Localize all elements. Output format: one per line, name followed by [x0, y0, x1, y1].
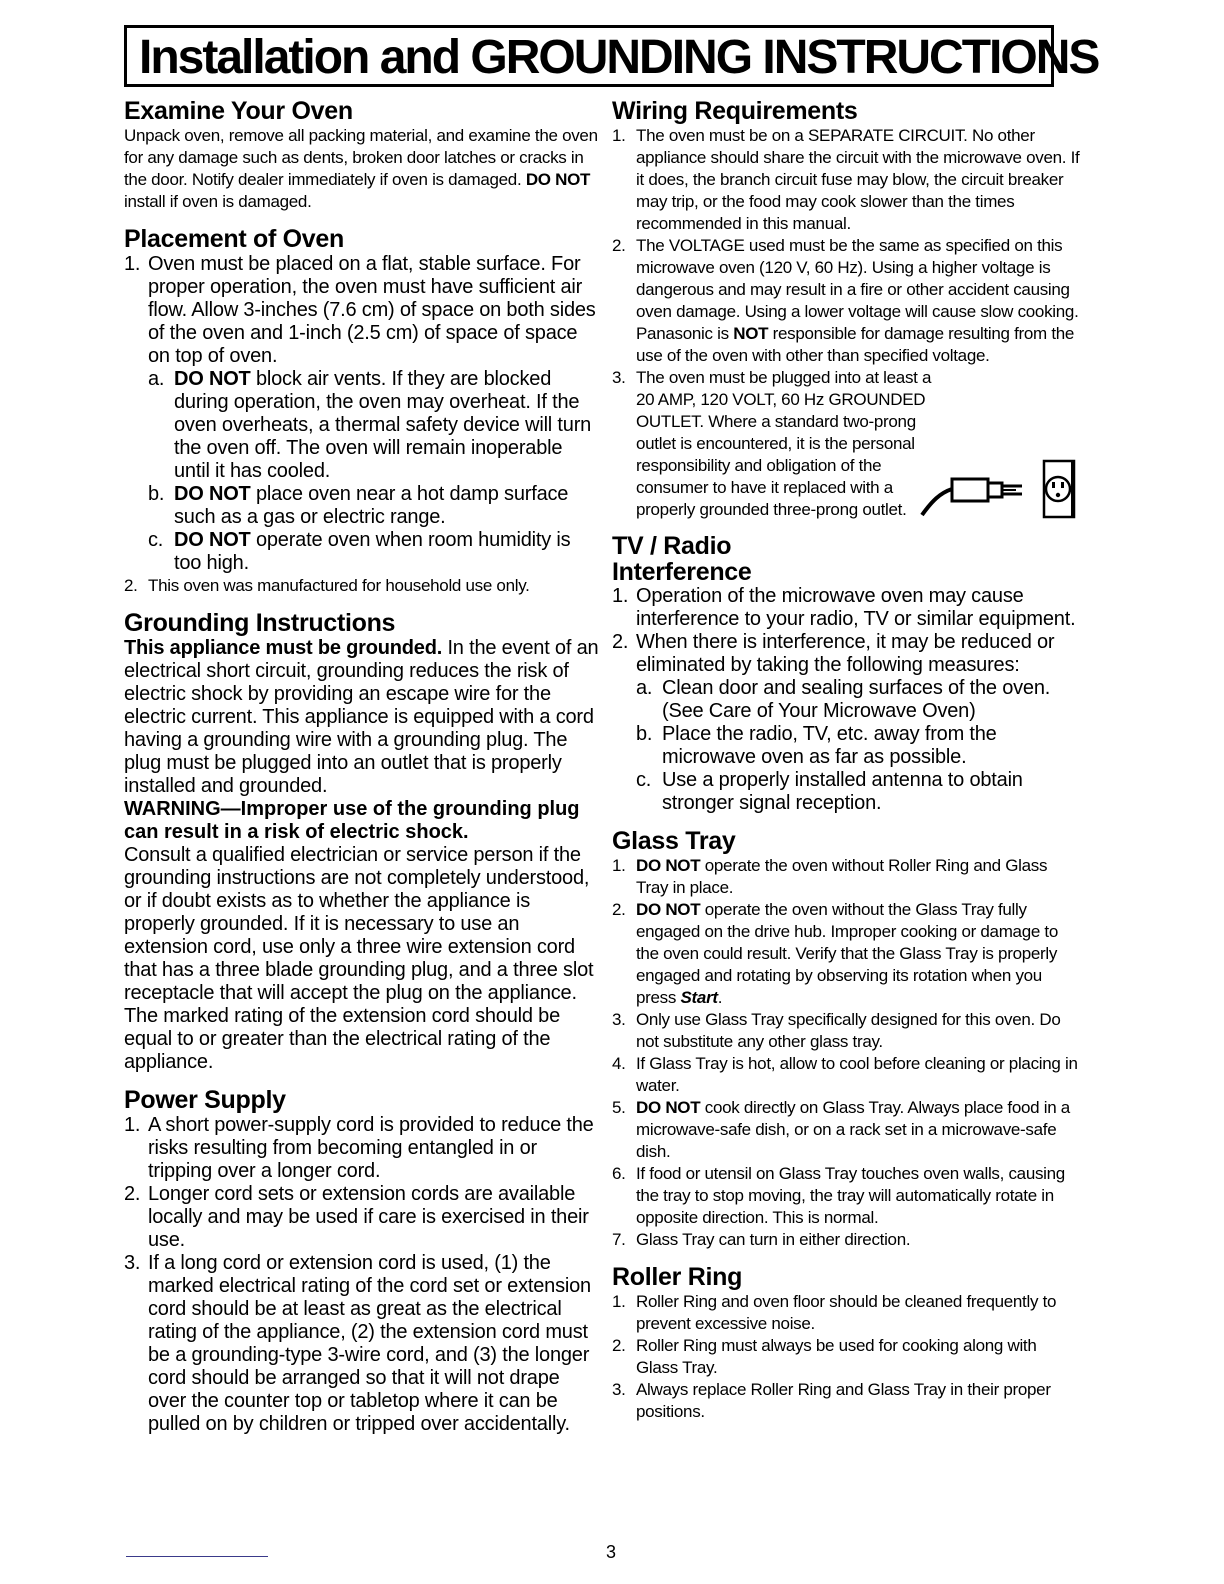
item-text: Place the radio, TV, etc. away from the microwave oven as far as possible.: [662, 723, 997, 768]
emphasis: DO NOT: [174, 529, 251, 551]
item-number: 2.: [612, 900, 626, 919]
item-number: 2.: [612, 631, 629, 653]
item-number: 1.: [612, 126, 626, 145]
section-heading: Wiring Requirements: [612, 97, 858, 125]
item-text: place oven near a hot damp surface such as a gas or electric range.: [174, 483, 569, 528]
section-heading: Roller Ring: [612, 1263, 743, 1291]
sub-list-item: [148, 368, 600, 483]
start-key-label: Start: [680, 988, 718, 1007]
emphasis: DO NOT: [636, 900, 701, 919]
section-heading: Grounding Instructions: [124, 609, 396, 637]
item-text: responsible for damage resulting from the use of the oven with other than specified voltage.: [636, 324, 1075, 365]
page-number: 3: [606, 1542, 617, 1562]
item-number: 4.: [612, 1054, 626, 1073]
section-glass-tray: [612, 827, 1082, 1251]
footer-rule: [126, 1556, 268, 1557]
emphasis: DO NOT: [174, 368, 251, 390]
text: In the event of an electrical short circuit, grounding reduces the risk of electric shock by providing an escape wire for the electric current. This appliance is equipped with a cord having a grounding wire with a grounding plug. The plug must be plugged into an outlet that is properly installed and grounded.: [124, 637, 599, 797]
item-text: This oven was manufactured for household use only.: [148, 576, 530, 595]
section-heading-line-2: Interference: [612, 558, 752, 586]
sub-list-item: [636, 677, 1082, 723]
item-text: If a long cord or extension cord is used, (1) the marked electrical rating of the cord set or extension cord should be at least as great as the electrical rating of the appliance, (2) the extension cord must be a grounding-type 3-wire cord, and (3) the longer cord should be arranged so that it will not drape over the counter top or tabletop where it can be pulled on by children or tripped over accidentally.: [148, 1252, 591, 1435]
item-letter: a.: [148, 368, 165, 390]
list-item: [612, 855, 1082, 899]
item-number: 7.: [612, 1230, 626, 1249]
emphasis: DO NOT: [174, 483, 251, 505]
list-item: [612, 1163, 1082, 1229]
item-number: 1.: [612, 585, 629, 607]
item-text: Glass Tray can turn in either direction.: [636, 1230, 911, 1249]
item-text: Clean door and sealing surfaces of the oven. (See Care of Your Microwave Oven): [662, 677, 1051, 722]
emphasis: DO NOT: [525, 170, 591, 189]
item-number: 3.: [612, 1010, 626, 1029]
item-number: 3.: [612, 1380, 626, 1399]
emphasis: This appliance must be grounded.: [124, 637, 443, 659]
item-number: 1.: [612, 1292, 626, 1311]
emphasis: DO NOT: [636, 856, 701, 875]
item-text: cook directly on Glass Tray. Always place food in a microwave-safe dish, or on a rack set in a microwave-safe dish.: [636, 1098, 1070, 1161]
item-number: 5.: [612, 1098, 626, 1117]
item-text: Roller Ring and oven floor should be cleaned frequently to prevent excessive noise.: [636, 1292, 1057, 1333]
list-item: [612, 125, 1082, 235]
sub-list-item: [636, 769, 1082, 815]
item-text: operate the oven without the Glass Tray fully engaged on the drive hub. Improper cooking or damage to the oven could result. Verify that the Glass Tray is properly engaged and rotating by observing its rotation when you press: [636, 900, 1059, 1007]
right-column: [612, 97, 1082, 1435]
item-letter: a.: [636, 677, 653, 699]
item-number: 1.: [124, 253, 141, 275]
warning-text: WARNING—Improper use of the grounding plug can result in a risk of electric shock.: [124, 798, 580, 843]
item-letter: b.: [148, 483, 165, 505]
item-letter: c.: [636, 769, 652, 791]
page-title-box: [124, 25, 1099, 87]
list-item: [612, 631, 1082, 815]
item-text: Operation of the microwave oven may cause interference to your radio, TV or similar equipment.: [636, 585, 1076, 630]
item-text: Roller Ring must always be used for cooking along with Glass Tray.: [636, 1336, 1037, 1377]
item-text: Always replace Roller Ring and Glass Tray in their proper positions.: [636, 1380, 1051, 1421]
list-item: [612, 1379, 1082, 1423]
item-text: If Glass Tray is hot, allow to cool before cleaning or placing in water.: [636, 1054, 1078, 1095]
item-text: When there is interference, it may be reduced or eliminated by taking the following measures:: [636, 631, 1055, 676]
list-item: [124, 1252, 600, 1436]
item-letter: c.: [148, 529, 164, 551]
section-heading: Placement of Oven: [124, 225, 344, 253]
list-item: [612, 1097, 1082, 1163]
emphasis: NOT: [733, 324, 769, 343]
list-item: [612, 235, 1082, 367]
section-wiring-requirements: [612, 97, 1082, 521]
list-item: [124, 1114, 600, 1183]
list-item: [124, 575, 600, 597]
sub-list-item: [148, 529, 600, 575]
list-item: [612, 899, 1082, 1009]
item-number: 3.: [612, 368, 626, 387]
item-number: 2.: [124, 576, 138, 595]
item-text: Oven must be placed on a flat, stable surface. For proper operation, the oven must have sufficient air flow. Allow 3-inches (7.6 cm) of space on both sides of the oven and 1-inch (2.5 cm) of space of space on top of oven.: [148, 253, 596, 367]
text: install if oven is damaged.: [124, 192, 312, 211]
section-heading: Power Supply: [124, 1086, 286, 1114]
section-tv-radio-interference: [612, 533, 1082, 815]
section-power-supply: [124, 1086, 600, 1436]
item-text: Longer cord sets or extension cords are available locally and may be used if care is exercised in their use.: [148, 1183, 589, 1251]
item-number: 6.: [612, 1164, 626, 1183]
section-text: [124, 637, 600, 798]
item-text: Only use Glass Tray specifically designed for this oven. Do not substitute any other glass tray.: [636, 1010, 1061, 1051]
item-text: If food or utensil on Glass Tray touches oven walls, causing the tray to stop moving, the tray will automatically rotate in opposite direction. This is normal.: [636, 1164, 1065, 1227]
left-column: [124, 97, 600, 1448]
list-item: [124, 253, 600, 575]
item-text: block air vents. If they are blocked during operation, the oven may overheat. If the oven overheats, a thermal safety device will turn the oven off. The oven will remain inoperable until it has cooled.: [174, 368, 592, 482]
list-item: [612, 1229, 1082, 1251]
sub-list-item: [636, 723, 1082, 769]
section-heading: Examine Your Oven: [124, 97, 353, 125]
list-item: [612, 1009, 1082, 1053]
item-number: 1.: [124, 1114, 141, 1136]
text: Unpack oven, remove all packing material, and examine the oven for any damage such as dents, broken door latches or cracks in the door. Notify dealer immediately if oven is damaged.: [124, 126, 598, 189]
punctuation: .: [717, 988, 723, 1007]
item-letter: b.: [636, 723, 653, 745]
item-number: 1.: [612, 856, 626, 875]
section-heading: Glass Tray: [612, 827, 736, 855]
item-text: Use a properly installed antenna to obtain stronger signal reception.: [662, 769, 1023, 814]
three-prong-plug-illustration: [918, 457, 1078, 521]
list-item: [124, 1183, 600, 1252]
item-text: operate the oven without Roller Ring and Glass Tray in place.: [636, 856, 1048, 897]
section-heading: TV / Radio: [612, 532, 732, 560]
section-text: [124, 125, 600, 213]
list-item: [612, 1053, 1082, 1097]
item-number: 2.: [612, 1336, 626, 1355]
list-item: [612, 585, 1082, 631]
emphasis: DO NOT: [636, 1098, 701, 1117]
section-grounding-instructions: [124, 609, 600, 1074]
item-text: operate oven when room humidity is too high.: [174, 529, 571, 574]
item-text: The oven must be plugged into at least a 20 AMP, 120 VOLT, 60 Hz GROUNDED OUTLET. Where a standard two-prong outlet is encountered, it is the personal responsibility and obligation of the consumer to have it replaced with a properly grounded three-prong outlet.: [636, 368, 932, 519]
section-placement-of-oven: [124, 225, 600, 597]
item-number: 2.: [124, 1183, 141, 1205]
section-roller-ring: [612, 1263, 1082, 1423]
item-number: 2.: [612, 236, 626, 255]
sub-list-item: [148, 483, 600, 529]
list-item: [612, 1335, 1082, 1379]
list-item: [612, 1291, 1082, 1335]
item-number: 3.: [124, 1252, 141, 1274]
page-title: Installation and GROUNDING INSTRUCTIONS: [139, 31, 1099, 84]
item-text: A short power-supply cord is provided to reduce the risks resulting from becoming entangled in or tripping over a longer cord.: [148, 1114, 594, 1182]
item-text: The VOLTAGE used must be the same as specified on this microwave oven (120 V, 60 Hz). Using a higher voltage is dangerous and may result in a fire or other accident causing oven damage. Using a lower voltage will cause slow cooking. Panasonic is: [636, 236, 1079, 343]
section-examine-your-oven: [124, 97, 600, 213]
consult-text: Consult a qualified electrician or service person if the grounding instructions are not completely understood, or if doubt exists as to whether the appliance is properly grounded. If it is necessary to use an extension cord, use only a three wire extension cord that has a three blade grounding plug, and a three slot receptacle that will accept the plug on the appliance. The marked rating of the extension cord should be equal to or greater than the electrical rating of the appliance.: [124, 844, 594, 1073]
item-text: The oven must be on a SEPARATE CIRCUIT. No other appliance should share the circuit with the microwave oven. If it does, the branch circuit fuse may blow, the circuit breaker may trip, or the food may cook slower than the times recommended in this manual.: [636, 126, 1080, 233]
